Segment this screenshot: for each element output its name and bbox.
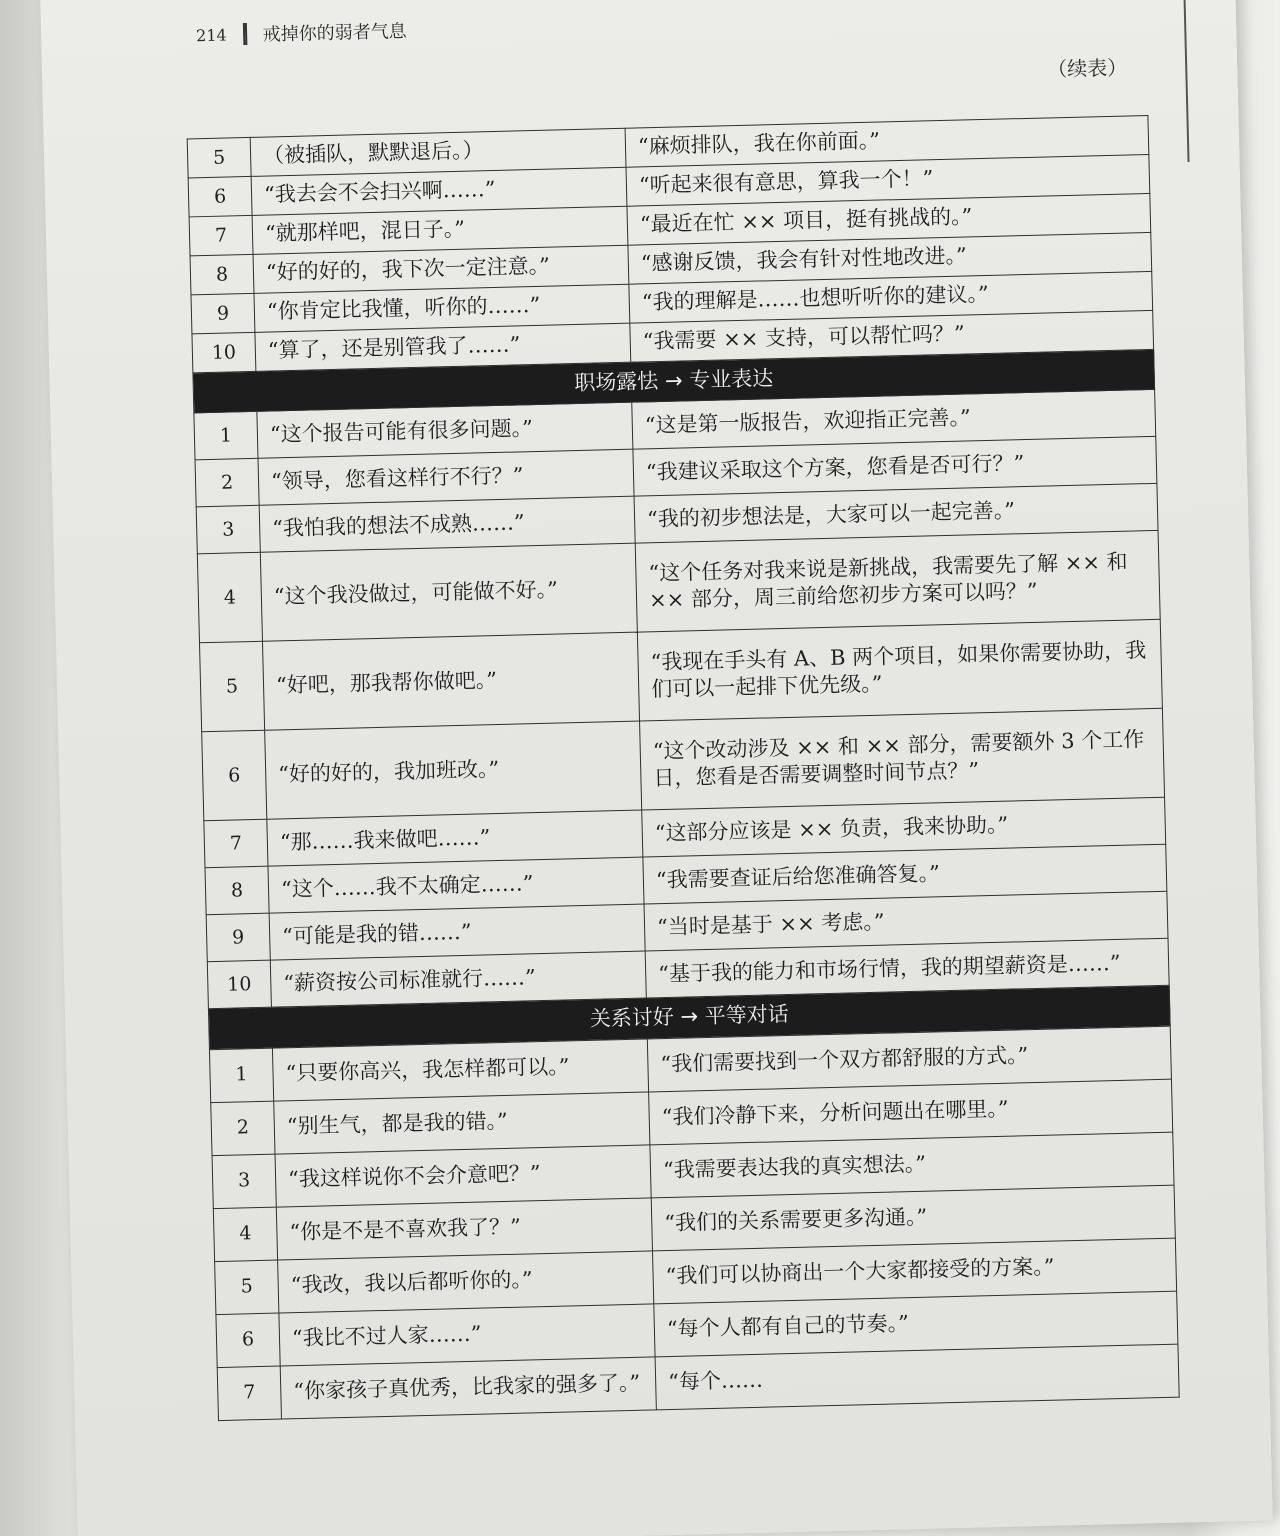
- strong-expression: “感谢反馈，我会有针对性地改进。”: [628, 232, 1152, 284]
- running-head: [196, 17, 407, 48]
- weak-expression: “你肯定比我懂，听你的……”: [254, 284, 630, 332]
- strong-expression: “我现在手头有 A、B 两个项目，如果你需要协助，我们可以一起排下优先级。”: [637, 620, 1162, 722]
- strong-expression: “最近在忙 ×× 项目，挺有挑战的。”: [627, 193, 1151, 245]
- strong-expression: “这是第一版报告，欢迎指正完善。”: [632, 390, 1156, 450]
- row-number: 1: [209, 1048, 273, 1103]
- strong-expression: “这个改动涉及 ×× 和 ×× 部分，需要额外 3 个工作日，您看是否需要调整时间节点？”: [640, 709, 1165, 811]
- book-page: [40, 0, 1273, 1536]
- row-number: 8: [205, 866, 269, 915]
- book-title: 戒掉你的弱者气息: [262, 21, 407, 46]
- top-rows: [187, 115, 1153, 372]
- strong-expression: “麻烦排队，我在你前面。”: [625, 115, 1149, 167]
- strong-expression: “我们的关系需要更多沟通。”: [651, 1185, 1175, 1251]
- strong-expression: “我建议采取这个方案，您看是否可行？”: [633, 437, 1157, 497]
- row-number: 7: [204, 820, 268, 869]
- row-number: 2: [195, 459, 259, 508]
- strong-expression: “听起来很有意思，算我一个！”: [626, 154, 1150, 206]
- relationship-section: [208, 986, 1179, 1421]
- weak-expression: “好吧，那我帮你做吧。”: [262, 632, 639, 730]
- weak-expression: “这个我没做过，可能做不好。”: [260, 543, 637, 641]
- strong-expression: “我们可以协商出一个大家都接受的方案。”: [652, 1238, 1176, 1304]
- row-number: 8: [190, 254, 254, 295]
- row-number: 4: [197, 553, 262, 644]
- section-title: 关系讨好 → 平等对话: [208, 986, 1170, 1050]
- continued-label: （续表）: [1046, 55, 1128, 82]
- row-number: 2: [211, 1101, 275, 1156]
- row-number: 6: [202, 731, 267, 822]
- comparison-table: [187, 115, 1180, 1421]
- weak-expression: “我怕我的想法不成熟……”: [259, 496, 635, 552]
- header-divider: [242, 23, 247, 45]
- strong-expression: “每个……: [655, 1344, 1179, 1410]
- weak-expression: “领导，您看这样行不行？”: [258, 449, 634, 505]
- weak-expression: “算了，还是别管我了……”: [255, 323, 631, 371]
- row-number: 9: [191, 293, 255, 334]
- row-number: 7: [189, 215, 253, 256]
- weak-expression: “我改，我以后都听你的。”: [278, 1251, 654, 1313]
- weak-expression: “我去会不会扫兴啊……”: [251, 167, 627, 215]
- weak-expression: “就那样吧，混日子。”: [252, 206, 628, 254]
- weak-expression: “好的好的，我加班改。”: [265, 721, 642, 819]
- strong-expression: “我的初步想法是，大家可以一起完善。”: [634, 484, 1158, 544]
- row-number: 1: [194, 412, 258, 461]
- row-number: 7: [217, 1366, 281, 1421]
- row-number: 6: [188, 176, 252, 217]
- strong-expression: “我需要查证后给您准确答复。”: [643, 845, 1167, 905]
- page-number: 214: [195, 24, 227, 45]
- weak-expression: “可能是我的错……”: [269, 904, 645, 960]
- row-number: 4: [213, 1207, 277, 1262]
- weak-expression: “薪资按公司标准就行……”: [270, 951, 646, 1007]
- strong-expression: “每个人都有自己的节奏。”: [654, 1291, 1178, 1357]
- row-number: 5: [187, 137, 251, 178]
- weak-expression: “我比不过人家……”: [279, 1303, 655, 1365]
- weak-expression: “别生气，都是我的错。”: [274, 1092, 650, 1154]
- row-number: 9: [206, 913, 270, 962]
- row-number: 10: [192, 332, 256, 373]
- strong-expression: “这部分应该是 ×× 负责，我来协助。”: [642, 798, 1166, 858]
- strong-expression: “我们需要找到一个双方都舒服的方式。”: [647, 1026, 1171, 1092]
- weak-expression: “这个……我不太确定……”: [268, 857, 644, 913]
- weak-expression: “好的好的，我下次一定注意。”: [253, 245, 629, 293]
- row-number: 3: [196, 506, 260, 555]
- strong-expression: “我的理解是……也想听听你的建议。”: [629, 271, 1153, 323]
- row-number: 3: [212, 1154, 276, 1209]
- strong-expression: “当时是基于 ×× 考虑。”: [644, 892, 1168, 952]
- weak-expression: “你是不是不喜欢我了？”: [276, 1198, 652, 1260]
- weak-expression: “那……我来做吧……”: [267, 810, 643, 866]
- row-number: 5: [215, 1260, 279, 1315]
- strong-expression: “我需要表达我的真实想法。”: [650, 1132, 1174, 1198]
- weak-expression: “你家孩子真优秀，比我家的强多了。”: [280, 1356, 656, 1418]
- strong-expression: “基于我的能力和市场行情，我的期望薪资是……”: [645, 939, 1169, 999]
- row-number: 10: [207, 960, 271, 1009]
- workplace-section: [193, 349, 1169, 1009]
- row-number: 5: [200, 642, 265, 733]
- row-number: 6: [216, 1313, 280, 1368]
- weak-expression: （被插队，默默退后。）: [250, 128, 626, 176]
- weak-expression: “只要你高兴，我怎样都可以。”: [272, 1039, 648, 1101]
- strong-expression: “我们冷静下来，分析问题出在哪里。”: [649, 1079, 1173, 1145]
- weak-expression: “我这样说你不会介意吧？”: [275, 1145, 651, 1207]
- weak-expression: “这个报告可能有很多问题。”: [257, 402, 633, 458]
- section-title: 职场露怯 → 专业表达: [193, 349, 1155, 413]
- page-edge-margin: [1183, 0, 1240, 162]
- strong-expression: “这个任务对我来说是新挑战，我需要先了解 ×× 和 ×× 部分，周三前给您初步方案可以吗？”: [635, 531, 1160, 633]
- strong-expression: “我需要 ×× 支持，可以帮忙吗？”: [630, 310, 1154, 362]
